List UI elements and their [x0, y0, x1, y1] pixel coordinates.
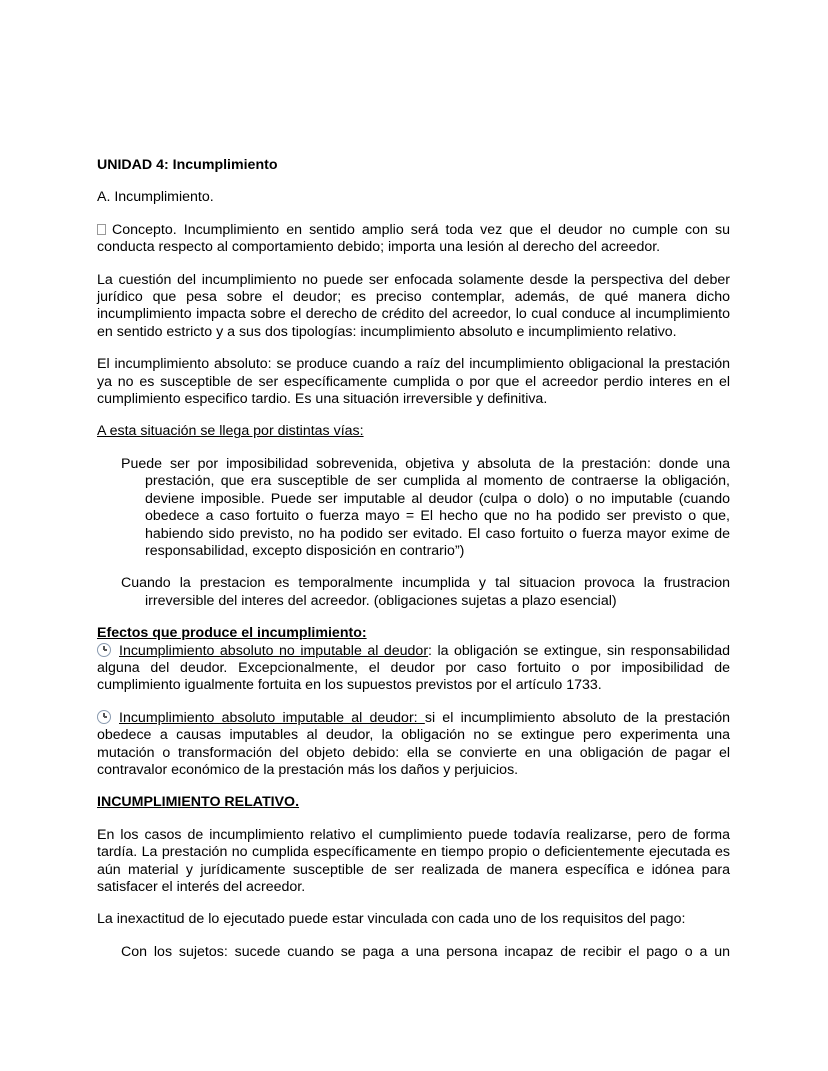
via-1-paragraph: Puede ser por imposibilidad sobrevenida, objetiva y absoluta de la prestación: donde una prestación, que era susceptible de ser cumplida al momento de contraerse la obligación, deviene imposible. Puede ser imputable al deudor (culpa o dolo) o no imputable (cuando obedece a caso fortuito o fuerza mayo = El hecho que no ha podido ser previsto o que, habiendo sido previsto, no ha podido ser evitado. El caso fortuito o fuerza mayor exime de responsabilidad, excepto disposición en contrario”): [121, 455, 730, 559]
efecto-1-text: : la obligación se extingue, sin responsabilidad alguna del deudor. Excepcionalmente, el deudor por caso fortuito o por imposibilidad de cumplimiento igualmente fortuita en los supuestos previstos por el artículo 1733.: [97, 642, 730, 694]
missing-glyph-icon: [97, 224, 106, 235]
vias-heading: A esta situación se llega por distintas vías:: [97, 423, 364, 440]
cuestion-paragraph: La cuestión del incumplimiento no puede ser enfocada solamente desde la perspectiva del deber jurídico que pesa sobre el deudor; es preciso contemplar, además, de qué manera dicho incumplimiento impacta sobre el derecho de crédito del acreedor, lo cual conduce al incumplimiento en sentido estricto y a sus dos tipologías: incumplimiento absoluto e incumplimiento relativo.: [97, 271, 730, 340]
efecto-1-label: Incumplimiento absoluto no imputable al deudor: [119, 642, 429, 659]
clock-icon: [97, 643, 111, 657]
absoluto-paragraph: El incumplimiento absoluto: se produce cuando a raíz del incumplimiento obligacional la prestación ya no es susceptible de ser específicamente cumplida o por que el acreedor perdio interes en el cumplimiento especifico tardio. Es una situación irreversible y definitiva.: [97, 356, 730, 408]
section-a-heading: A. Incumplimiento.: [97, 189, 214, 206]
relativo-heading: INCUMPLIMIENTO RELATIVO.: [97, 794, 300, 811]
efecto-2-paragraph: [97, 710, 730, 780]
document-body: [97, 157, 730, 961]
efecto-1-paragraph: [97, 643, 730, 695]
concepto-text: Concepto. Incumplimiento en sentido amplio será toda vez que el deudor no cumple con su conducta respecto al comportamiento debido; importa una lesión al derecho del acreedor.: [97, 221, 730, 256]
concepto-paragraph: [97, 222, 730, 257]
clock-icon: [97, 710, 111, 724]
relativo-paragraph-2: La inexactitud de lo ejecutado puede estar vinculada con cada uno de los requisitos del pago:: [97, 911, 686, 928]
page-title: UNIDAD 4: Incumplimiento: [97, 157, 278, 173]
relativo-paragraph-1: En los casos de incumplimiento relativo el cumplimiento puede todavía realizarse, pero de forma tardía. La prestación no cumplida específicamente en tiempo propio o deficientemente ejecutada es aún material y jurídicamente susceptible de ser realizada de manera específica e idónea para satisfacer el interés del acreedor.: [97, 826, 730, 895]
efecto-2-label: Incumplimiento absoluto imputable al deudor:: [119, 709, 425, 726]
efectos-heading: Efectos que produce el incumplimiento:: [97, 625, 367, 642]
sujetos-paragraph: Con los sujetos: sucede cuando se paga a una persona incapaz de recibir el pago o a un: [121, 943, 730, 960]
via-2-paragraph: Cuando la prestacion es temporalmente incumplida y tal situacion provoca la frustracion irreversible del interes del acreedor. (obligaciones sujetas a plazo esencial): [121, 575, 730, 609]
efecto-2-text: si el incumplimiento absoluto de la prestación obedece a causas imputables al deudor, la obligación no se extingue pero experimenta una mutación o transformación del objeto debido: ella se convierte en una obligación de pagar el contravalor económico de la prestación más los daños y perjuicios.: [97, 709, 731, 778]
